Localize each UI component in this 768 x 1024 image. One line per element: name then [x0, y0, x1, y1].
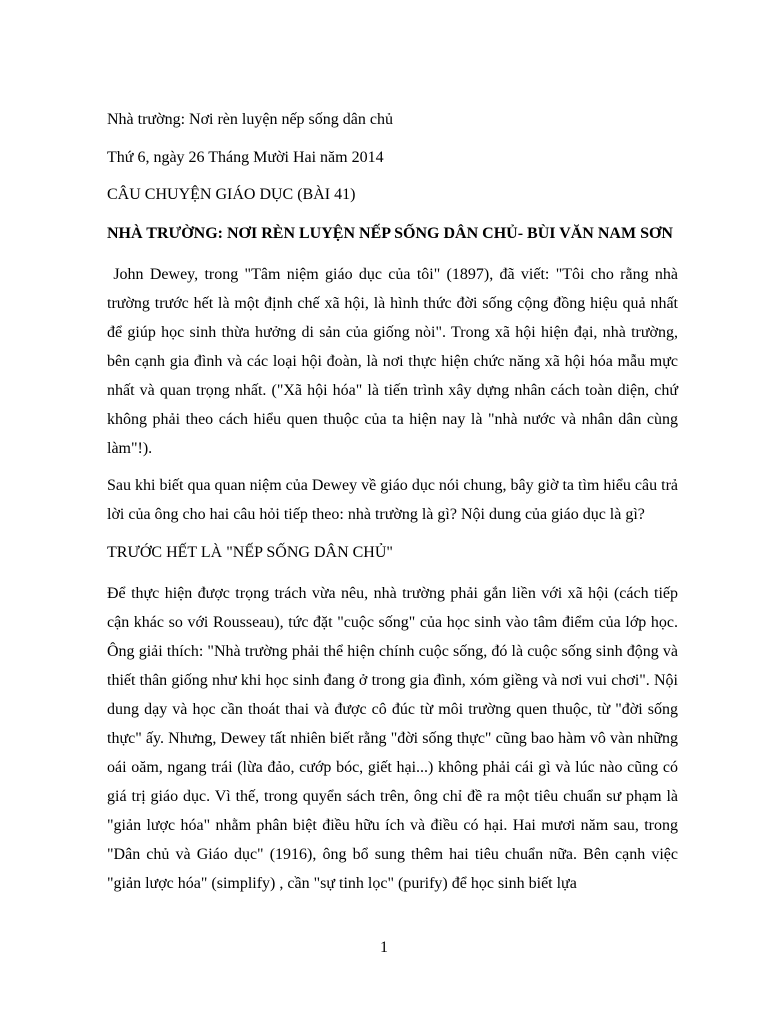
section-heading: TRƯỚC HẾT LÀ "NẾP SỐNG DÂN CHỦ": [107, 544, 393, 561]
body-paragraph-3: Để thực hiện được trọng trách vừa nêu, nhà trường phải gắn liền với xã hội (cách tiếp cận khác so với Rousseau), tức đặt "cuộc sống" của học sinh vào tâm điểm của lớp học. Ông giải thích: "Nhà trường phải thể hiện chính cuộc sống, đó là cuộc sống sinh động và thiết thân giống như khi học sinh đang ở trong gia đình, xóm giềng và nơi vui chơi". Nội dung dạy và học cần thoát thai và được cô đúc từ môi trường quen thuộc, từ "đời sống thực" ấy. Nhưng, Dewey tất nhiên biết rằng "đời sống thực" cũng bao hàm vô vàn những oái oăm, ngang trái (lừa đảo, cướp bóc, giết hại...) không phải cái gì và lúc nào cũng có giá trị giáo dục. Vì thế, trong quyển sách trên, ông chỉ đề ra một tiêu chuẩn sư phạm là "giản lược hóa" nhằm phân biệt điều hữu ích và điều có hại. Hai mươi năm sau, trong "Dân chủ và Giáo dục" (1916), ông bổ sung thêm hai tiêu chuẩn nữa. Bên cạnh việc "giản lược hóa" (simplify) , cần "sự tinh lọc" (purify) để học sinh biết lựa: [107, 585, 678, 892]
body-paragraph-2: Sau khi biết qua quan niệm của Dewey về giáo dục nói chung, bây giờ ta tìm hiểu câu trả lời của ông cho hai câu hỏi tiếp theo: nhà trường là gì? Nội dung của giáo dục là gì?: [107, 477, 678, 523]
article-heading: NHÀ TRƯỜNG: NƠI RÈN LUYỆN NẾP SỐNG DÂN CHỦ- BÙI VĂN NAM SƠN: [107, 225, 673, 242]
series-label: CÂU CHUYỆN GIÁO DỤC (BÀI 41): [107, 186, 356, 203]
page-number: 1: [380, 939, 388, 956]
document-date-line: Thứ 6, ngày 26 Tháng Mười Hai năm 2014: [107, 149, 384, 166]
body-paragraph-1: John Dewey, trong "Tâm niệm giáo dục của tôi" (1897), đã viết: "Tôi cho rằng nhà trường trước hết là một định chế xã hội, là hình thức đời sống cộng đồng hiệu quả nhất để giúp học sinh thừa hưởng di sản của giống nòi". Trong xã hội hiện đại, nhà trường, bên cạnh gia đình và các loại hội đoàn, là nơi thực hiện chức năng xã hội hóa mẫu mực nhất và quan trọng nhất. ("Xã hội hóa" là tiến trình xây dựng nhân cách toàn diện, chứ không phải theo cách hiểu quen thuộc của ta hiện nay là "nhà nước và nhân dân cùng làm"!).: [107, 266, 683, 457]
document-body: [107, 108, 683, 898]
document-title-line: Nhà trường: Nơi rèn luyện nếp sống dân chủ: [107, 111, 393, 128]
